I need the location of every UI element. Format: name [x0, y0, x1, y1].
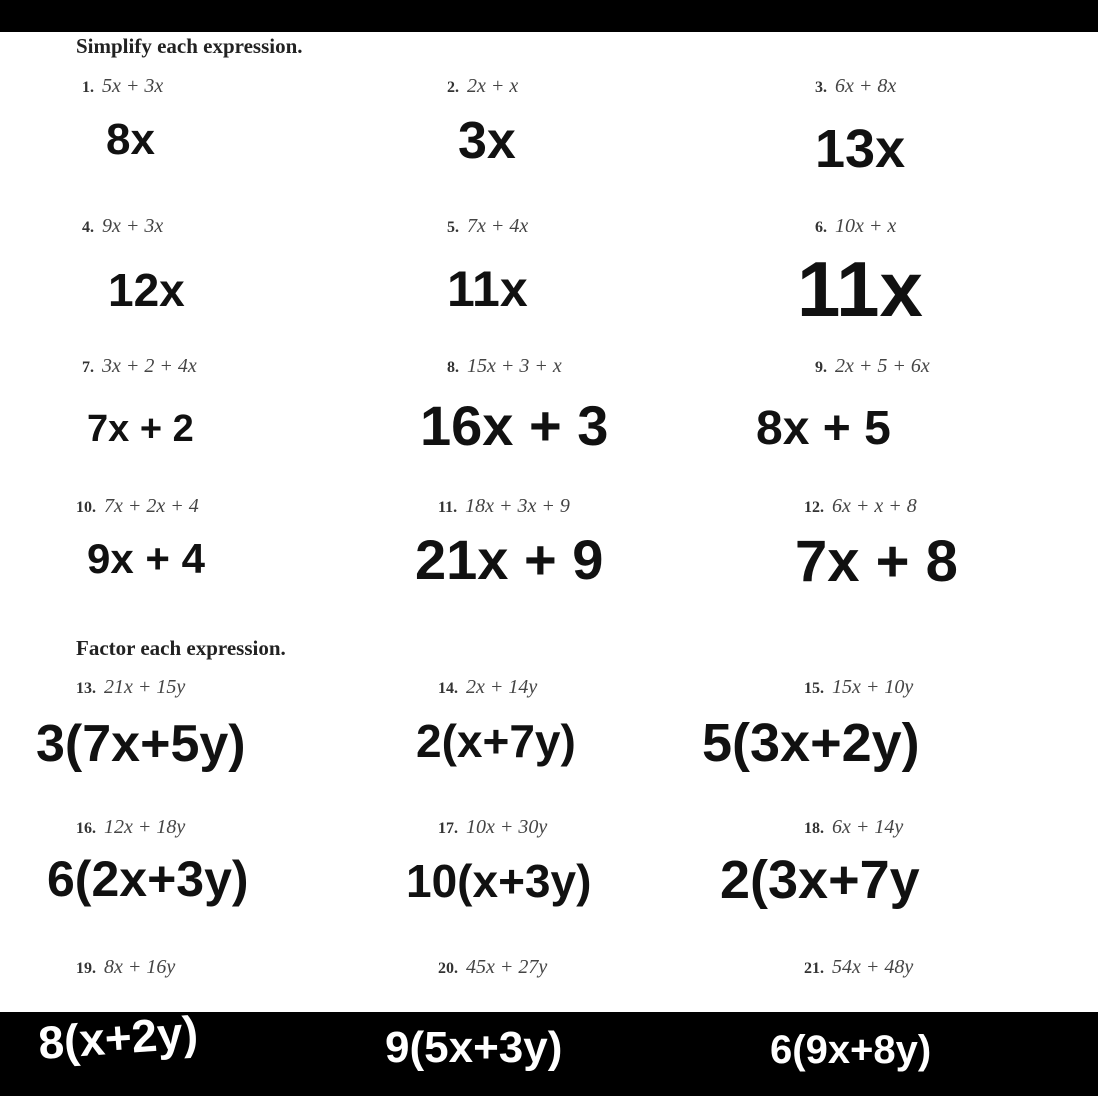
simplify-heading: Simplify each expression.: [76, 34, 303, 58]
answer-15: 5(3x+2y): [702, 713, 920, 773]
problem-6: [815, 215, 896, 238]
problem-2: [447, 75, 518, 98]
problem-expression: 3x + 2 + 4x: [102, 355, 197, 377]
answer-20: 9(5x+3y): [385, 1023, 563, 1072]
answer-12: 7x + 8: [795, 529, 958, 594]
problem-7: [82, 355, 197, 378]
problem-number: 3.: [815, 79, 827, 96]
problem-expression: 9x + 3x: [102, 215, 164, 237]
problem-expression: 18x + 3x + 9: [465, 495, 570, 517]
problem-number: 18.: [804, 820, 824, 837]
answer-17: 10(x+3y): [406, 855, 592, 907]
problem-expression: 15x + 3 + x: [467, 355, 562, 377]
problem-10: [76, 495, 199, 518]
problem-20: [438, 956, 547, 979]
problem-expression: 6x + x + 8: [832, 495, 917, 517]
problem-4: [82, 215, 163, 238]
top-black-bar: [0, 0, 1098, 32]
problem-number: 7.: [82, 359, 94, 376]
answer-4: 12x: [108, 264, 185, 316]
answer-19: 8(x+2y): [36, 1005, 200, 1069]
problem-number: 6.: [815, 219, 827, 236]
problem-expression: 12x + 18y: [104, 816, 186, 838]
answer-6: 11x: [797, 245, 923, 333]
problem-number: 1.: [82, 79, 94, 96]
answer-18: 2(3x+7y: [720, 850, 920, 910]
answer-21: 6(9x+8y): [770, 1028, 932, 1072]
problem-expression: 2x + x: [467, 75, 519, 97]
problem-expression: 8x + 16y: [104, 956, 176, 978]
problem-number: 17.: [438, 820, 458, 837]
problem-11: [438, 495, 570, 518]
problem-number: 2.: [447, 79, 459, 96]
problem-15: [804, 676, 913, 699]
problem-number: 5.: [447, 219, 459, 236]
problem-number: 10.: [76, 499, 96, 516]
answer-9: 8x + 5: [756, 402, 891, 455]
problem-13: [76, 676, 185, 699]
problem-number: 19.: [76, 960, 96, 977]
answer-2: 3x: [458, 112, 516, 170]
problem-expression: 6x + 8x: [835, 75, 897, 97]
problem-expression: 10x + 30y: [466, 816, 548, 838]
problem-expression: 10x + x: [835, 215, 897, 237]
problem-expression: 7x + 2x + 4: [104, 495, 199, 517]
problem-expression: 54x + 48y: [832, 956, 914, 978]
problem-3: [815, 75, 896, 98]
problem-12: [804, 495, 917, 518]
problem-number: 4.: [82, 219, 94, 236]
problem-number: 12.: [804, 499, 824, 516]
problem-number: 9.: [815, 359, 827, 376]
answer-11: 21x + 9: [415, 528, 604, 591]
problem-expression: 6x + 14y: [832, 816, 904, 838]
answer-13: 3(7x+5y): [36, 715, 246, 773]
problem-18: [804, 816, 903, 839]
problem-21: [804, 956, 913, 979]
problem-number: 20.: [438, 960, 458, 977]
problem-expression: 21x + 15y: [104, 676, 186, 698]
answer-10: 9x + 4: [87, 535, 205, 582]
problem-expression: 5x + 3x: [102, 75, 164, 97]
problem-expression: 2x + 5 + 6x: [835, 355, 930, 377]
problem-number: 21.: [804, 960, 824, 977]
problem-14: [438, 676, 537, 699]
problem-1: [82, 75, 163, 98]
problem-expression: 45x + 27y: [466, 956, 548, 978]
problem-expression: 2x + 14y: [466, 676, 538, 698]
answer-16: 6(2x+3y): [47, 851, 249, 907]
answer-1: 8x: [106, 115, 155, 164]
problem-16: [76, 816, 185, 839]
answer-14: 2(x+7y): [416, 715, 576, 767]
problem-number: 15.: [804, 680, 824, 697]
problem-19: [76, 956, 175, 979]
problem-expression: 7x + 4x: [467, 215, 529, 237]
problem-number: 8.: [447, 359, 459, 376]
problem-5: [447, 215, 528, 238]
answer-3: 13x: [815, 119, 906, 179]
problem-number: 11.: [438, 499, 458, 516]
answer-8: 16x + 3: [420, 394, 609, 457]
problem-number: 13.: [76, 680, 96, 697]
problem-8: [447, 355, 562, 378]
problem-9: [815, 355, 930, 378]
problem-number: 14.: [438, 680, 458, 697]
answer-7: 7x + 2: [87, 408, 194, 450]
answer-5: 11x: [447, 261, 528, 317]
problem-expression: 15x + 10y: [832, 676, 914, 698]
factor-heading: Factor each expression.: [76, 636, 286, 660]
problem-number: 16.: [76, 820, 96, 837]
problem-17: [438, 816, 547, 839]
